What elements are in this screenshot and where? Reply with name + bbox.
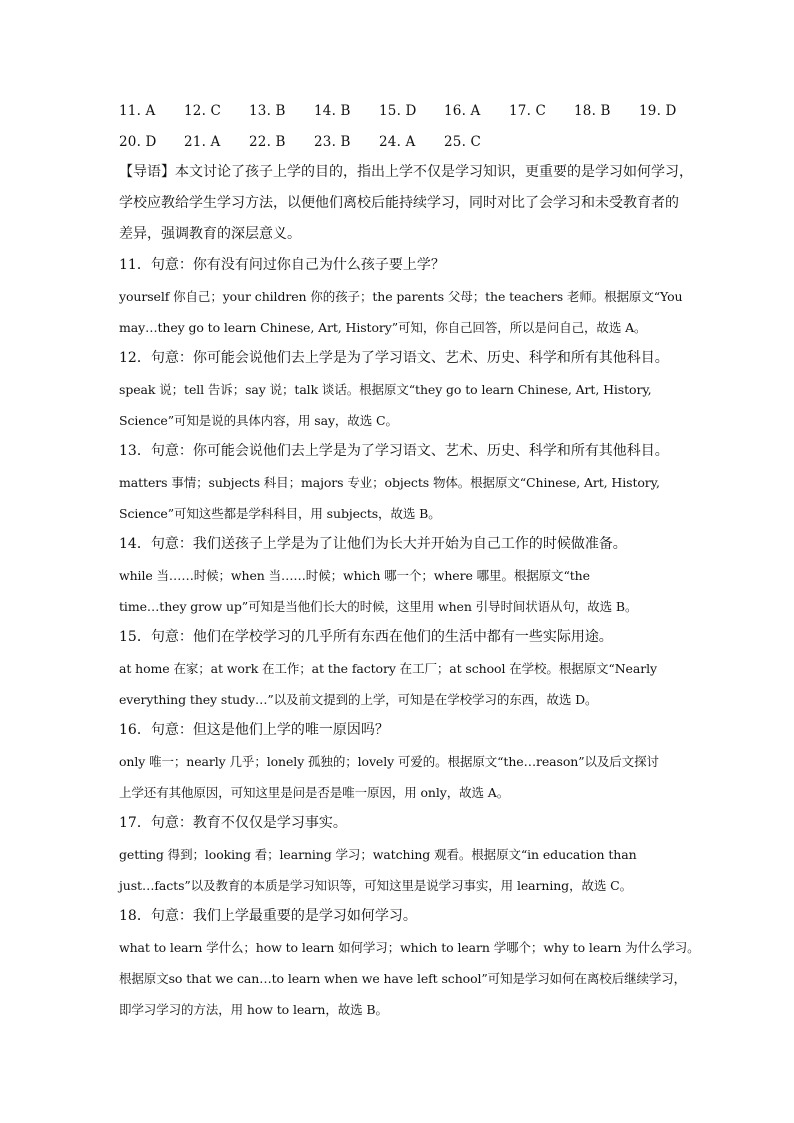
explanation-line: matters 事情；subjects 科目；majors 专业；objects 物体。根据原文“Chinese, Art, History, [119,475,660,490]
answer-key-row-1 [119,103,677,119]
explanation-line: getting 得到；looking 看；learning 学习；watching 观看。根据原文“in education than [119,847,637,862]
explanation-line: may…they go to learn Chinese, Art, History”可知，你自己回答，所以是问自己，故选 A。 [119,320,647,335]
explanation-line: yourself 你自己；your children 你的孩子；the parents 父母；the teachers 老师。根据原文“You [119,289,683,304]
question-meaning: 18．句意：我们上学最重要的是学习如何学习。 [119,908,417,924]
explanations [119,250,700,1025]
explanation-line: what to learn 学什么；how to learn 如何学习；which to learn 学哪个；why to learn 为什么学习。 [119,940,700,955]
explanation-line: just…facts”以及教育的本质是学习知识等，可知这里是说学习事实，用 learning，故选 C。 [119,878,633,893]
answer-item: 21. A [184,134,221,150]
answer-item: 19. D [639,103,677,119]
explanation-line: while 当……时候；when 当……时候；which 哪一个；where 哪里。根据原文“the [119,568,590,583]
question-meaning: 12．句意：你可能会说他们去上学是为了学习语文、艺术、历史、科学和所有其他科目。 [119,350,669,366]
question-meaning: 14．句意：我们送孩子上学是为了让他们为长大并开始为自己工作的时候做准备。 [119,536,627,552]
guide-line: 【导语】本文讨论了孩子上学的目的，指出上学不仅是学习知识，更重要的是学习如何学习， [119,164,693,180]
answer-item: 13. B [249,103,286,119]
guide-paragraph [119,157,693,250]
guide-line: 差异，强调教育的深层意义。 [119,226,301,242]
question-meaning: 15．句意：他们在学校学习的几乎所有东西在他们的生活中都有一些实际用途。 [119,629,613,645]
explanation-line: 即学习学习的方法，用 how to learn，故选 B。 [119,1002,388,1017]
question-meaning: 16．句意：但这是他们上学的唯一原因吗？ [119,722,389,738]
guide-line: 学校应教给学生学习方法，以便他们离校后能持续学习，同时对比了会学习和未受教育者的 [119,195,679,211]
explanation-line: only 唯一；nearly 几乎；lonely 孤独的；lovely 可爱的。根据原文“the…reason”以及后文探讨 [119,754,659,769]
answer-item: 24. A [379,134,416,150]
answer-item: 22. B [249,134,286,150]
explanation-line: 根据原文so that we can…to learn when we have left school”可知是学习如何在离校后继续学习， [119,971,687,986]
explanation-line: speak 说；tell 告诉；say 说；talk 谈话。根据原文“they go to learn Chinese, Art, History, [119,382,652,397]
answer-item: 16. A [444,103,481,119]
explanation-line: 上学还有其他原因，可知这里是问是否是唯一原因，用 only，故选 A。 [119,785,510,800]
question-meaning: 13．句意：你可能会说他们去上学是为了学习语文、艺术、历史、科学和所有其他科目。 [119,443,669,459]
explanation-line: at home 在家；at work 在工作；at the factory 在工厂；at school 在学校。根据原文“Nearly [119,661,657,676]
answer-item: 14. B [314,103,351,119]
explanation-line: Science”可知是说的具体内容，用 say，故选 C。 [119,413,398,428]
explanation-line: Science”可知这些都是学科科目，用 subjects，故选 B。 [119,506,441,521]
question-meaning: 11．句意：你有没有问过你自己为什么孩子要上学？ [119,257,445,273]
answer-item: 15. D [379,103,417,119]
answer-item: 25. C [444,134,482,150]
answer-item: 11. A [119,103,156,119]
answer-item: 12. C [184,103,222,119]
answer-item: 23. B [314,134,351,150]
question-meaning: 17．句意：教育不仅仅是学习事实。 [119,815,347,831]
explanation-line: everything they study…”以及前文提到的上学，可知是在学校学习的东西，故选 D。 [119,692,598,707]
answer-key-row-2 [119,134,509,150]
explanation-line: time…they grow up”可知是当他们长大的时候，这里用 when 引导时间状语从句，故选 B。 [119,599,638,614]
answer-item: 18. B [574,103,611,119]
answer-item: 17. C [509,103,547,119]
answer-item: 20. D [119,134,157,150]
